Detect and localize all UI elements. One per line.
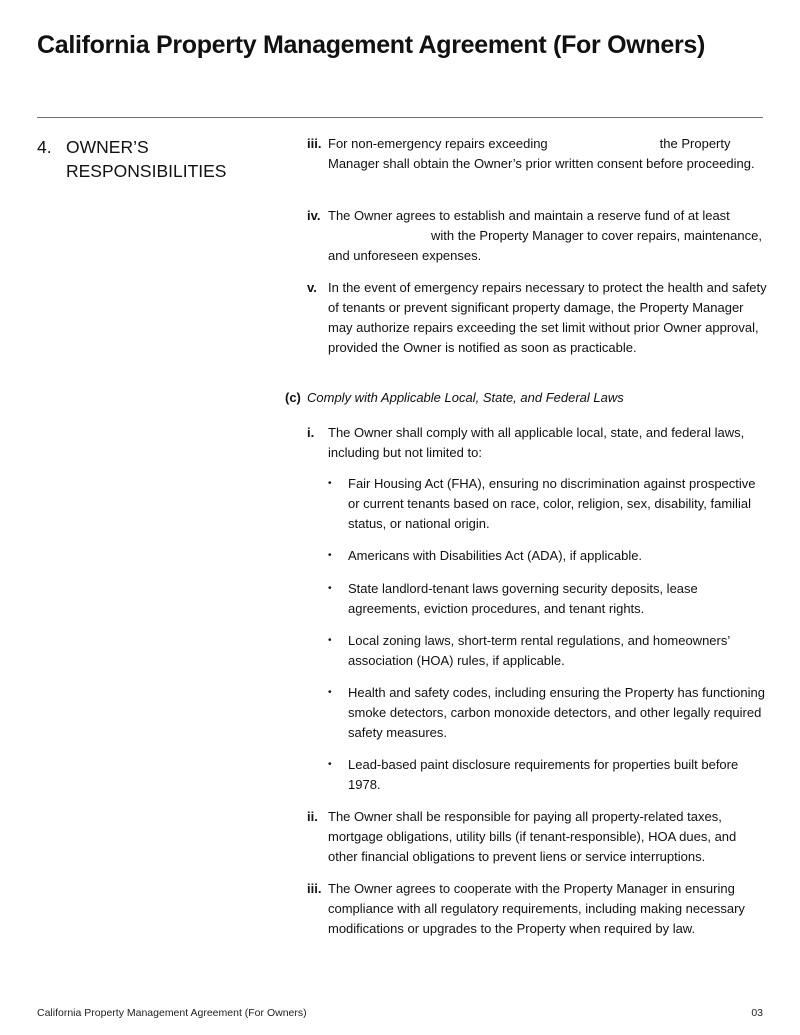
clause-marker: i.: [307, 425, 315, 440]
bullet-text: Fair Housing Act (FHA), ensuring no discrimination against prospective or current tenants based on race, color, religion, sex, disability, familial status, or national origin.: [348, 476, 756, 531]
bullet-text: State landlord-tenant laws governing security deposits, lease agreements, eviction procedures, and tenant rights.: [348, 581, 698, 616]
clause-text: [328, 206, 768, 266]
clause-text: [328, 134, 768, 174]
footer-title: California Property Management Agreement (For Owners): [37, 1007, 307, 1019]
header-divider: [37, 117, 763, 118]
clause-marker: iii.: [307, 881, 322, 896]
document-title: California Property Management Agreement (For Owners): [37, 31, 706, 59]
clause-marker: v.: [307, 280, 317, 295]
bullet-text: Americans with Disabilities Act (ADA), if applicable.: [348, 548, 643, 563]
section-title: OWNER’S RESPONSIBILITIES: [66, 137, 227, 181]
clause-marker: iv.: [307, 208, 321, 223]
clause-text: In the event of emergency repairs necessary to protect the health and safety of tenants or prevent significant property damage, the Property Manager may authorize repairs exceeding the set limit without prior Owner approval, provided the Owner is notified as soon as practicable.: [328, 280, 767, 355]
bullet-icon: •: [328, 635, 332, 646]
bullet-text: Lead-based paint disclosure requirements for properties built before 1978.: [348, 757, 739, 792]
subsection-title: Comply with Applicable Local, State, and Federal Laws: [307, 390, 624, 405]
bullet-icon: •: [328, 550, 332, 561]
clause-text: The Owner shall comply with all applicable local, state, and federal laws, including but not limited to:: [328, 425, 745, 460]
bullet-icon: •: [328, 478, 332, 489]
clause-text: The Owner agrees to cooperate with the Property Manager in ensuring compliance with all regulatory requirements, including making necessary modifications or upgrades to the Property when required by law.: [328, 881, 745, 936]
section-number: 4.: [37, 137, 52, 157]
bullet-icon: •: [328, 759, 332, 770]
clause-text: The Owner shall be responsible for paying all property-related taxes, mortgage obligations, utility bills (if tenant-responsible), HOA dues, and other financial obligations to prevent liens or service interruptions.: [328, 809, 737, 864]
bullet-text: Local zoning laws, short-term rental regulations, and homeowners’ association (HOA) rules, if applicable.: [348, 633, 730, 668]
clause-text-before-blank: For non-emergency repairs exceeding: [328, 136, 548, 151]
bullet-text: Health and safety codes, including ensuring the Property has functioning smoke detectors, carbon monoxide detectors, and other legally required safety measures.: [348, 685, 765, 740]
clause-marker: ii.: [307, 809, 318, 824]
clause-text-after-blank: the Property Manager shall obtain the Owner’s prior written consent before proceeding.: [328, 136, 755, 171]
clause-marker: iii.: [307, 136, 322, 151]
bullet-icon: •: [328, 583, 332, 594]
subsection-marker: (c): [285, 390, 301, 405]
clause-text-before-blank: The Owner agrees to establish and maintain a reserve fund of at least: [328, 208, 730, 223]
clause-text-after-blank: with the Property Manager to cover repairs, maintenance, and unforeseen expenses.: [328, 228, 762, 263]
bullet-icon: •: [328, 687, 332, 698]
page-number: 03: [751, 1007, 763, 1019]
